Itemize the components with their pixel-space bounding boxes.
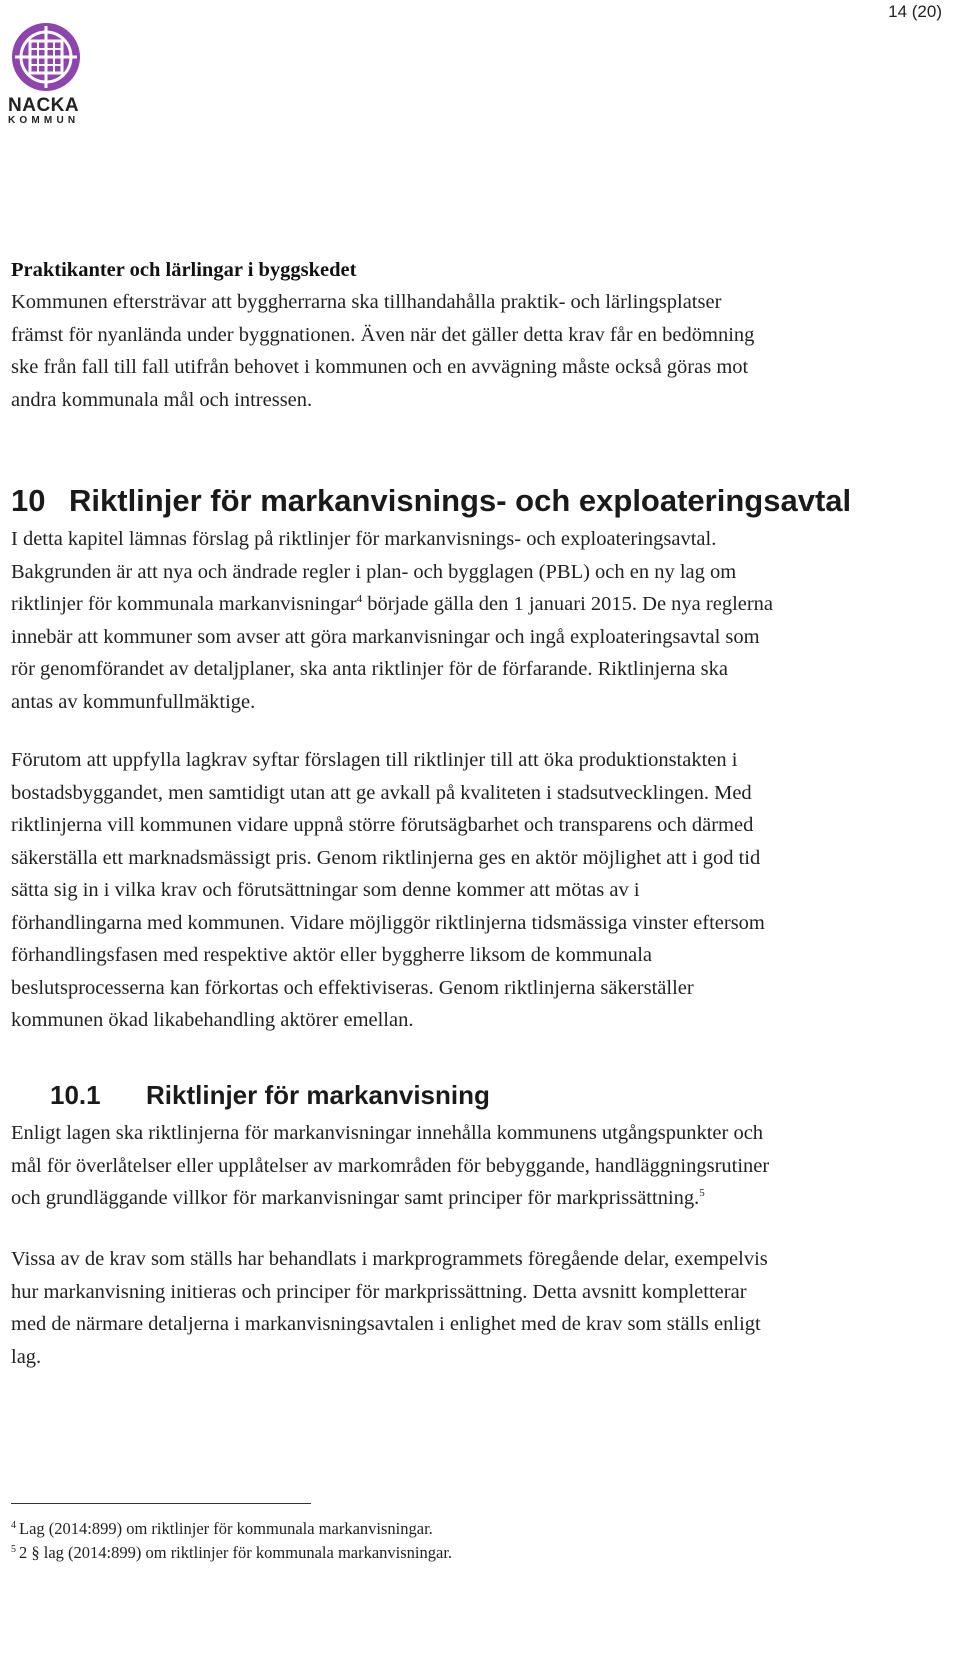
body-line: kommunen ökad likabehandling aktörer emellan. bbox=[11, 1009, 414, 1031]
body-line: säkerställa ett marknadsmässigt pris. Genom riktlinjerna ges en aktör möjlighet att i god tid bbox=[11, 846, 761, 869]
body-line: och grundläggande villkor för markanvisningar samt principer för markprissättning.$^5$ bbox=[11, 1187, 705, 1209]
body-line: Enligt lagen ska riktlinjerna för markanvisningar innehålla kommunens utgångspunkter och bbox=[11, 1122, 764, 1144]
chapter-10-para-2 bbox=[11, 744, 941, 1037]
chapter-heading bbox=[11, 481, 941, 521]
section-10-1-para-2 bbox=[11, 1243, 941, 1373]
section-praktikanter bbox=[11, 254, 941, 416]
chapter-10-para-1 bbox=[11, 523, 941, 718]
footnote-divider bbox=[11, 1503, 311, 1504]
section-10-1 bbox=[11, 1077, 941, 1113]
section-number: 10.1 bbox=[50, 1080, 101, 1110]
body-line: mål för överlåtelser eller upplåtelser av markområden för bebyggande, handläggningsrutiner bbox=[11, 1154, 770, 1177]
footnote-5 bbox=[11, 1542, 452, 1564]
body-line: lag. bbox=[11, 1345, 42, 1368]
body-line: med de närmare detaljerna i markanvisningsavtalen i enlighet med de krav som ställs enligt bbox=[11, 1313, 761, 1335]
page-number: 14 (20) bbox=[888, 2, 942, 21]
body-line: Kommunen eftersträvar att byggherrarna ska tillhandahålla praktik- och lärlingsplatser bbox=[11, 291, 722, 313]
body-line: riktlinjerna vill kommunen vidare uppnå större förutsägbarhet och transparens och därmed bbox=[11, 814, 754, 836]
footnote-text: 2 § lag (2014:899) om riktlinjer för kommunala markanvisningar. bbox=[19, 1543, 453, 1562]
body-line: andra kommunala mål och intressen. bbox=[11, 388, 313, 411]
body-line: I detta kapitel lämnas förslag på riktlinjer för markanvisnings- och exploateringsavtal. bbox=[11, 528, 717, 550]
footnote-text: Lag (2014:899) om riktlinjer för kommunala markanvisningar. bbox=[19, 1519, 433, 1538]
chapter-title: Riktlinjer för markanvisnings- och exploateringsavtal bbox=[69, 483, 852, 518]
body-line: riktlinjer för kommunala markanvisningar$^4$ började gälla den 1 januari 2015. De nya reglerna bbox=[11, 593, 774, 615]
body-line: Bakgrunden är att nya och ändrade regler i plan- och bygglagen (PBL) och en ny lag om bbox=[11, 560, 737, 583]
nacka-kommun-logo bbox=[8, 22, 88, 126]
footnote-4 bbox=[11, 1518, 433, 1540]
body-line: rör genomförandet av detaljplaner, ska anta riktlinjer för de förfarande. Riktlinjerna ska bbox=[11, 658, 728, 680]
footnote-ref: 4 bbox=[356, 593, 363, 606]
chapter-number: 10 bbox=[11, 483, 46, 518]
body-line: hur markanvisning initieras och principer för markprissättning. Detta avsnitt kompletterar bbox=[11, 1280, 747, 1303]
chapter-10 bbox=[11, 481, 941, 521]
logo-name: NACKA bbox=[8, 95, 80, 116]
section-title: Riktlinjer för markanvisning bbox=[146, 1080, 490, 1110]
body-line: Vissa av de krav som ställs har behandlats i markprogrammets föregående delar, exempelvis bbox=[11, 1248, 768, 1270]
logo-subtitle: KOMMUN bbox=[8, 115, 80, 126]
body-line: främst för nyanlända under byggnationen. Även när det gäller detta krav får en bedömning bbox=[11, 323, 755, 346]
body-line: sätta sig in i vilka krav och förutsättningar som denne kommer att mötas av i bbox=[11, 879, 640, 901]
body-line: förhandlingarna med kommunen. Vidare möjliggör riktlinjerna tidsmässiga vinster eftersom bbox=[11, 911, 765, 934]
section-10-1-para-1 bbox=[11, 1117, 941, 1215]
footnote-marker: 5 bbox=[11, 1543, 16, 1555]
body-line: förhandlingsfasen med respektive aktör eller byggherre liksom de kommunala bbox=[11, 944, 652, 966]
body-line: antas av kommunfullmäktige. bbox=[11, 690, 256, 713]
body-line: innebär att kommuner som avser att göra markanvisningar och ingå exploateringsavtal som bbox=[11, 625, 760, 648]
body-line: ske från fall till fall utifrån behovet i kommunen och en avvägning måste också göras mot bbox=[11, 356, 749, 378]
section-heading-praktikanter: Praktikanter och lärlingar i byggskedet bbox=[11, 259, 357, 281]
footnote-ref: 5 bbox=[699, 1187, 705, 1200]
nacka-emblem-icon bbox=[11, 22, 81, 92]
body-line: bostadsbyggandet, men samtidigt utan att ge avkall på kvaliteten i stadsutvecklingen. Med bbox=[11, 781, 752, 804]
footnote-marker: 4 bbox=[11, 1519, 16, 1531]
body-line: Förutom att uppfylla lagkrav syftar förslagen till riktlinjer till att öka produktionstakten i bbox=[11, 749, 738, 771]
section-heading bbox=[11, 1077, 941, 1113]
body-line: beslutsprocesserna kan förkortas och effektiviseras. Genom riktlinjerna säkerställer bbox=[11, 976, 694, 999]
